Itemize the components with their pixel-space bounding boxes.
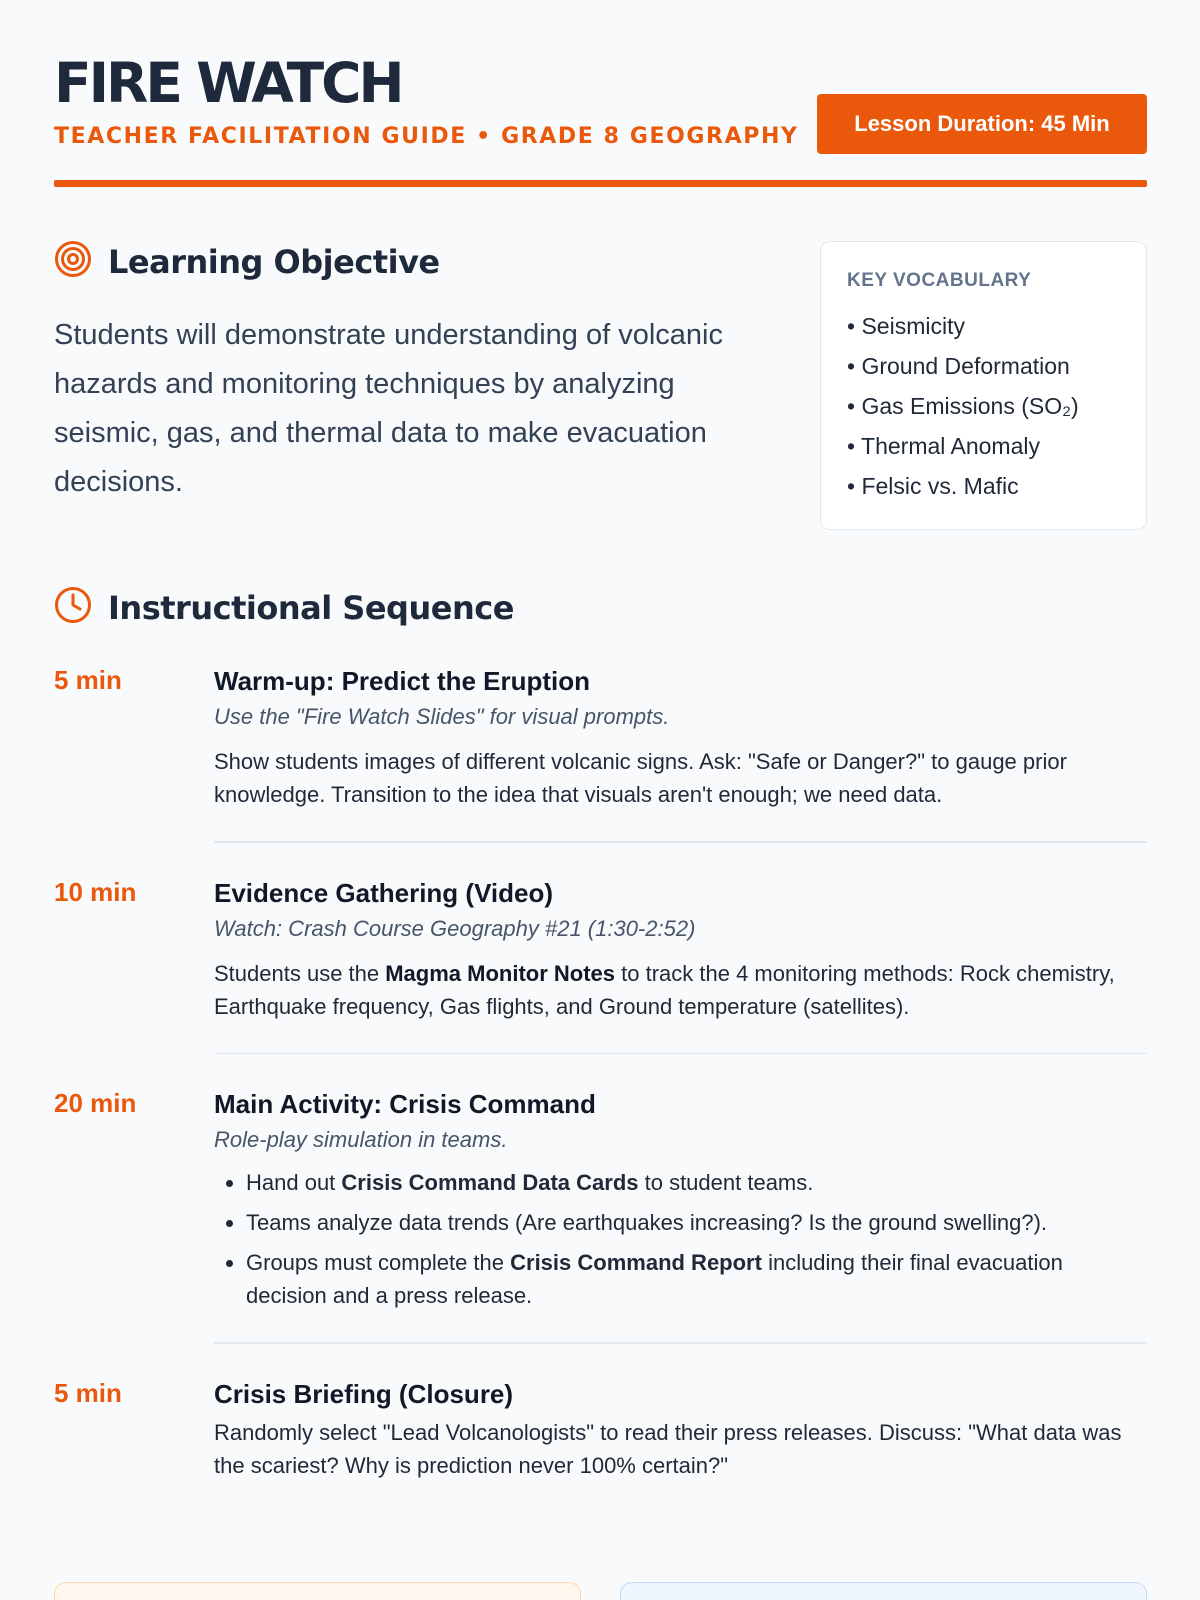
step-title: Evidence Gathering (Video) — [214, 877, 554, 908]
bullet-text: Groups must complete the — [246, 1250, 511, 1275]
resource-name: Crisis Command Data Cards — [341, 1170, 639, 1195]
teacher-tip-card — [54, 1582, 581, 1600]
activity-bullet-list — [214, 1166, 1147, 1312]
vocabulary-item: • Ground Deformation — [847, 346, 1120, 386]
facilitation-guide — [54, 0, 1147, 1478]
learning-objective-heading — [54, 240, 774, 283]
step-body-text: to track the 4 monitoring methods: Rock chemistry, Earthquake frequency, Gas flights, and Ground temperature (satellites). — [214, 960, 1115, 1019]
step-time: 5 min — [54, 1377, 122, 1408]
resource-name: Magma Monitor Notes — [385, 960, 616, 986]
section-title: Instructional Sequence — [108, 588, 514, 627]
step-note: Role-play simulation in teams. — [214, 1127, 508, 1152]
step-title: Crisis Briefing (Closure) — [214, 1378, 514, 1409]
section-title: Learning Objective — [108, 242, 440, 281]
step-divider — [214, 1053, 1147, 1055]
bullet-text: Teams analyze data trends (Are earthquakes increasing? Is the ground swelling?). — [246, 1210, 1048, 1235]
step-evidence-gathering — [54, 877, 1147, 1055]
bullet-text: to student teams. — [638, 1170, 814, 1195]
target-icon — [54, 240, 92, 283]
step-note: Use the "Fire Watch Slides" for visual prompts. — [214, 704, 670, 729]
step-main-activity — [54, 1088, 1147, 1344]
step-note: Watch: Crash Course Geography #21 (1:30-2:52) — [214, 915, 696, 941]
clock-icon — [54, 586, 92, 629]
activity-bullet — [246, 1246, 1147, 1312]
step-warm-up — [54, 665, 1147, 843]
step-divider — [214, 841, 1147, 843]
step-time: 5 min — [54, 665, 122, 695]
page-subtitle: TEACHER FACILITATION GUIDE • GRADE 8 GEOGRAPHY — [54, 124, 799, 149]
activity-bullet — [246, 1206, 1147, 1239]
step-time: 20 min — [54, 1088, 137, 1118]
resource-name: Crisis Command Report — [510, 1250, 762, 1275]
header — [54, 0, 1147, 188]
objective-text: Students will demonstrate understanding of volcanic hazards and monitoring techniques by analyzing seismic, gas, and thermal data to make evacuation decisions. — [54, 319, 723, 498]
header-divider — [54, 180, 1147, 187]
step-body-text: Students use the — [214, 960, 386, 986]
bullet-text: Hand out — [246, 1170, 342, 1195]
learning-objective-section — [54, 240, 774, 507]
vocabulary-item: • Gas Emissions (SO₂) — [847, 386, 1120, 426]
step-title: Warm-up: Predict the Eruption — [214, 666, 591, 696]
key-vocabulary-card — [820, 241, 1147, 530]
step-body: Randomly select "Lead Volcanologists" to read their press releases. Discuss: "What data was the scariest? Why is prediction never 100% certain?" — [214, 1419, 1122, 1478]
instructional-sequence-section — [54, 586, 1147, 1482]
step-body — [214, 957, 1147, 1023]
lesson-duration-badge: Lesson Duration: 45 Min — [817, 94, 1147, 154]
vocabulary-item: • Felsic vs. Mafic — [847, 466, 1120, 506]
vocabulary-item: • Thermal Anomaly — [847, 426, 1120, 466]
bullet-text: including their final evacuation decision and a press release. — [246, 1250, 1063, 1308]
step-body: Show students images of different volcanic signs. Ask: "Safe or Danger?" to gauge prior knowledge. Transition to the idea that visuals aren't enough; we need data. — [214, 749, 1067, 807]
instructional-sequence-heading — [54, 586, 1147, 629]
step-closure — [54, 1378, 1147, 1482]
vocabulary-list — [847, 306, 1120, 506]
vocabulary-item: • Seismicity — [847, 306, 1120, 346]
vocabulary-title: KEY VOCABULARY — [847, 270, 1032, 291]
resource-card — [620, 1582, 1147, 1600]
step-time: 10 min — [54, 876, 137, 907]
page-title: FIRE WATCH — [54, 51, 402, 115]
step-title: Main Activity: Crisis Command — [214, 1089, 596, 1119]
step-list — [54, 665, 1147, 1482]
activity-bullet — [246, 1166, 1147, 1199]
step-divider — [214, 1342, 1147, 1344]
